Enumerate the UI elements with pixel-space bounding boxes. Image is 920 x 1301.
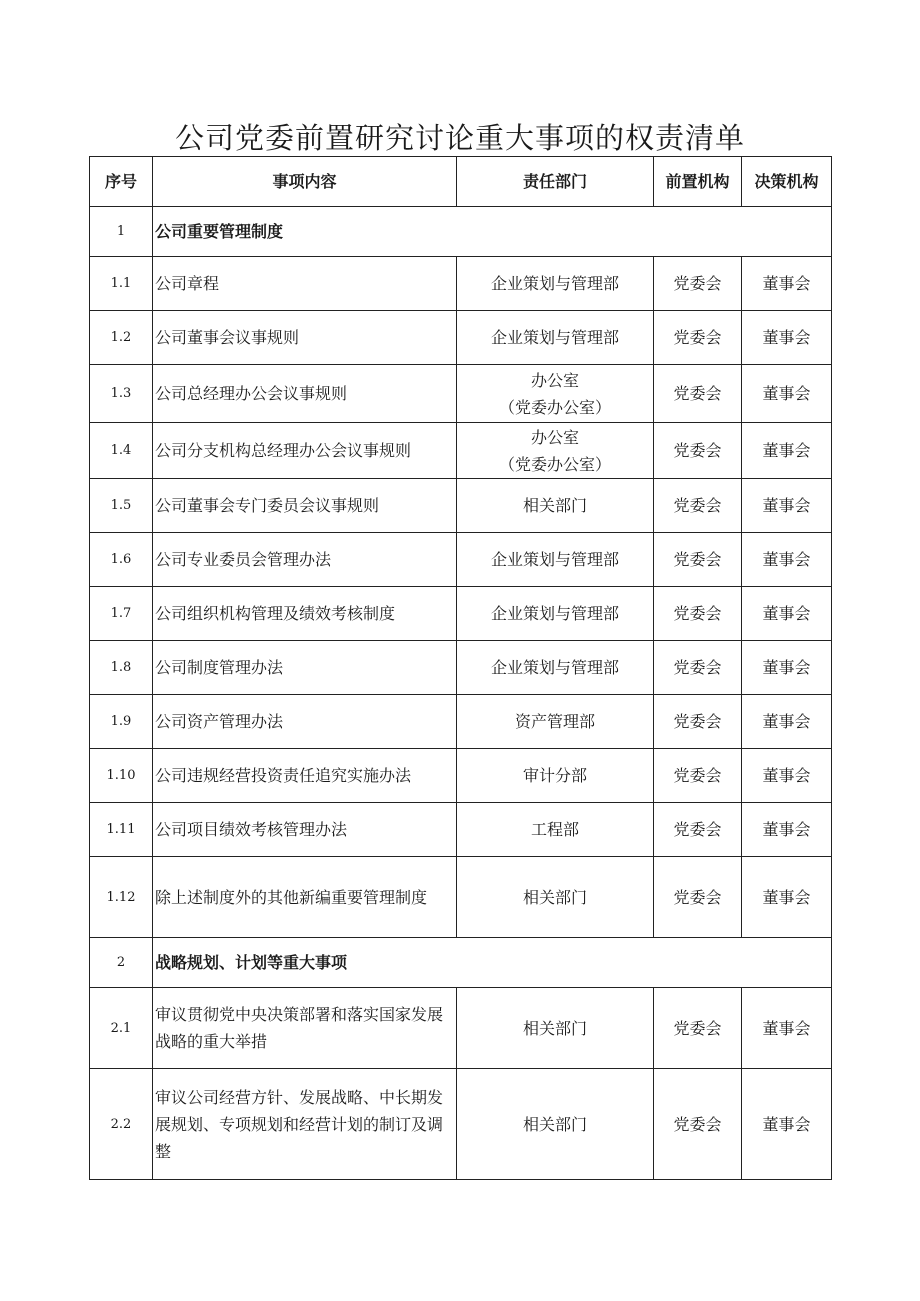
section-no: 1	[90, 207, 153, 257]
table-row	[90, 365, 832, 423]
row-no: 2.2	[90, 1069, 153, 1180]
row-content: 公司违规经营投资责任追究实施办法	[153, 749, 457, 803]
row-no: 1.8	[90, 641, 153, 695]
row-content: 公司董事会专门委员会议事规则	[153, 479, 457, 533]
dept-line: 相关部门	[522, 1114, 587, 1134]
row-dept	[457, 423, 654, 479]
row-decision: 董事会	[742, 587, 832, 641]
row-pre: 党委会	[654, 857, 742, 938]
table-header-row	[90, 157, 832, 207]
row-dept	[457, 533, 654, 587]
row-no: 2.1	[90, 988, 153, 1069]
header-no: 序号	[90, 157, 153, 207]
header-decision: 决策机构	[742, 157, 832, 207]
row-decision: 董事会	[742, 857, 832, 938]
row-content: 审议贯彻党中央决策部署和落实国家发展战略的重大举措	[153, 988, 457, 1069]
row-pre: 党委会	[654, 695, 742, 749]
row-dept	[457, 749, 654, 803]
section-no: 2	[90, 938, 153, 988]
row-pre: 党委会	[654, 1069, 742, 1180]
dept-line: 企业策划与管理部	[490, 274, 619, 293]
row-decision: 董事会	[742, 1069, 832, 1180]
dept-line: 企业策划与管理部	[490, 550, 619, 569]
row-pre: 党委会	[654, 423, 742, 479]
row-decision: 董事会	[742, 423, 832, 479]
row-no: 1.7	[90, 587, 153, 641]
dept-line: 工程部	[530, 820, 579, 839]
row-dept	[457, 587, 654, 641]
row-pre: 党委会	[654, 988, 742, 1069]
row-pre: 党委会	[654, 803, 742, 857]
row-content: 除上述制度外的其他新编重要管理制度	[153, 857, 457, 938]
table-row	[90, 587, 832, 641]
row-content: 公司组织机构管理及绩效考核制度	[153, 587, 457, 641]
table-body	[90, 207, 832, 1180]
table-row	[90, 1069, 832, 1180]
row-pre: 党委会	[654, 587, 742, 641]
table-row	[90, 257, 832, 311]
row-content: 公司董事会议事规则	[153, 311, 457, 365]
row-pre: 党委会	[654, 749, 742, 803]
row-pre: 党委会	[654, 479, 742, 533]
row-dept	[457, 311, 654, 365]
dept-line: 审计分部	[522, 766, 587, 785]
row-dept	[457, 479, 654, 533]
dept-line: 办公室	[530, 427, 579, 447]
table-row	[90, 311, 832, 365]
dept-line: 企业策划与管理部	[490, 604, 619, 623]
row-content: 公司分支机构总经理办公会议事规则	[153, 423, 457, 479]
row-dept	[457, 641, 654, 695]
header-content: 事项内容	[153, 157, 457, 207]
row-content: 公司专业委员会管理办法	[153, 533, 457, 587]
row-decision: 董事会	[742, 365, 832, 423]
table-row	[90, 695, 832, 749]
row-content: 公司章程	[153, 257, 457, 311]
section-row	[90, 938, 832, 988]
header-dept: 责任部门	[457, 157, 654, 207]
row-no: 1.12	[90, 857, 153, 938]
row-no: 1.5	[90, 479, 153, 533]
row-no: 1.3	[90, 365, 153, 423]
table-row	[90, 988, 832, 1069]
row-dept	[457, 257, 654, 311]
section-title: 公司重要管理制度	[153, 207, 832, 257]
row-decision: 董事会	[742, 479, 832, 533]
table-row	[90, 857, 832, 938]
row-decision: 董事会	[742, 749, 832, 803]
row-content: 公司资产管理办法	[153, 695, 457, 749]
table-row	[90, 423, 832, 479]
row-decision: 董事会	[742, 641, 832, 695]
dept-line: 资产管理部	[514, 712, 595, 731]
dept-line: （党委办公室）	[498, 397, 611, 417]
row-decision: 董事会	[742, 533, 832, 587]
row-dept	[457, 857, 654, 938]
dept-line: 企业策划与管理部	[490, 328, 619, 347]
row-dept	[457, 803, 654, 857]
row-decision: 董事会	[742, 257, 832, 311]
dept-line: 相关部门	[522, 1018, 587, 1038]
section-title: 战略规划、计划等重大事项	[153, 938, 832, 988]
row-no: 1.1	[90, 257, 153, 311]
dept-line: 办公室	[530, 370, 579, 390]
row-pre: 党委会	[654, 365, 742, 423]
dept-line: 企业策划与管理部	[490, 658, 619, 677]
dept-line: 相关部门	[522, 887, 587, 907]
row-no: 1.9	[90, 695, 153, 749]
row-dept	[457, 365, 654, 423]
row-no: 1.11	[90, 803, 153, 857]
row-pre: 党委会	[654, 257, 742, 311]
row-content: 公司项目绩效考核管理办法	[153, 803, 457, 857]
dept-line: 相关部门	[522, 496, 587, 515]
row-pre: 党委会	[654, 641, 742, 695]
row-decision: 董事会	[742, 311, 832, 365]
row-no: 1.10	[90, 749, 153, 803]
table-row	[90, 641, 832, 695]
header-pre: 前置机构	[654, 157, 742, 207]
row-content: 公司制度管理办法	[153, 641, 457, 695]
table-row	[90, 803, 832, 857]
row-decision: 董事会	[742, 695, 832, 749]
row-dept	[457, 988, 654, 1069]
row-decision: 董事会	[742, 988, 832, 1069]
authority-table	[89, 156, 832, 1180]
table-row	[90, 479, 832, 533]
dept-line: （党委办公室）	[498, 454, 611, 474]
row-pre: 党委会	[654, 533, 742, 587]
row-pre: 党委会	[654, 311, 742, 365]
table-row	[90, 533, 832, 587]
row-dept	[457, 695, 654, 749]
row-decision: 董事会	[742, 803, 832, 857]
row-dept	[457, 1069, 654, 1180]
row-content: 审议公司经营方针、发展战略、中长期发展规划、专项规划和经营计划的制订及调整	[153, 1069, 457, 1180]
page-title: 公司党委前置研究讨论重大事项的权责清单	[174, 121, 745, 155]
section-row	[90, 207, 832, 257]
table-row	[90, 749, 832, 803]
row-content: 公司总经理办公会议事规则	[153, 365, 457, 423]
row-no: 1.4	[90, 423, 153, 479]
row-no: 1.6	[90, 533, 153, 587]
row-no: 1.2	[90, 311, 153, 365]
